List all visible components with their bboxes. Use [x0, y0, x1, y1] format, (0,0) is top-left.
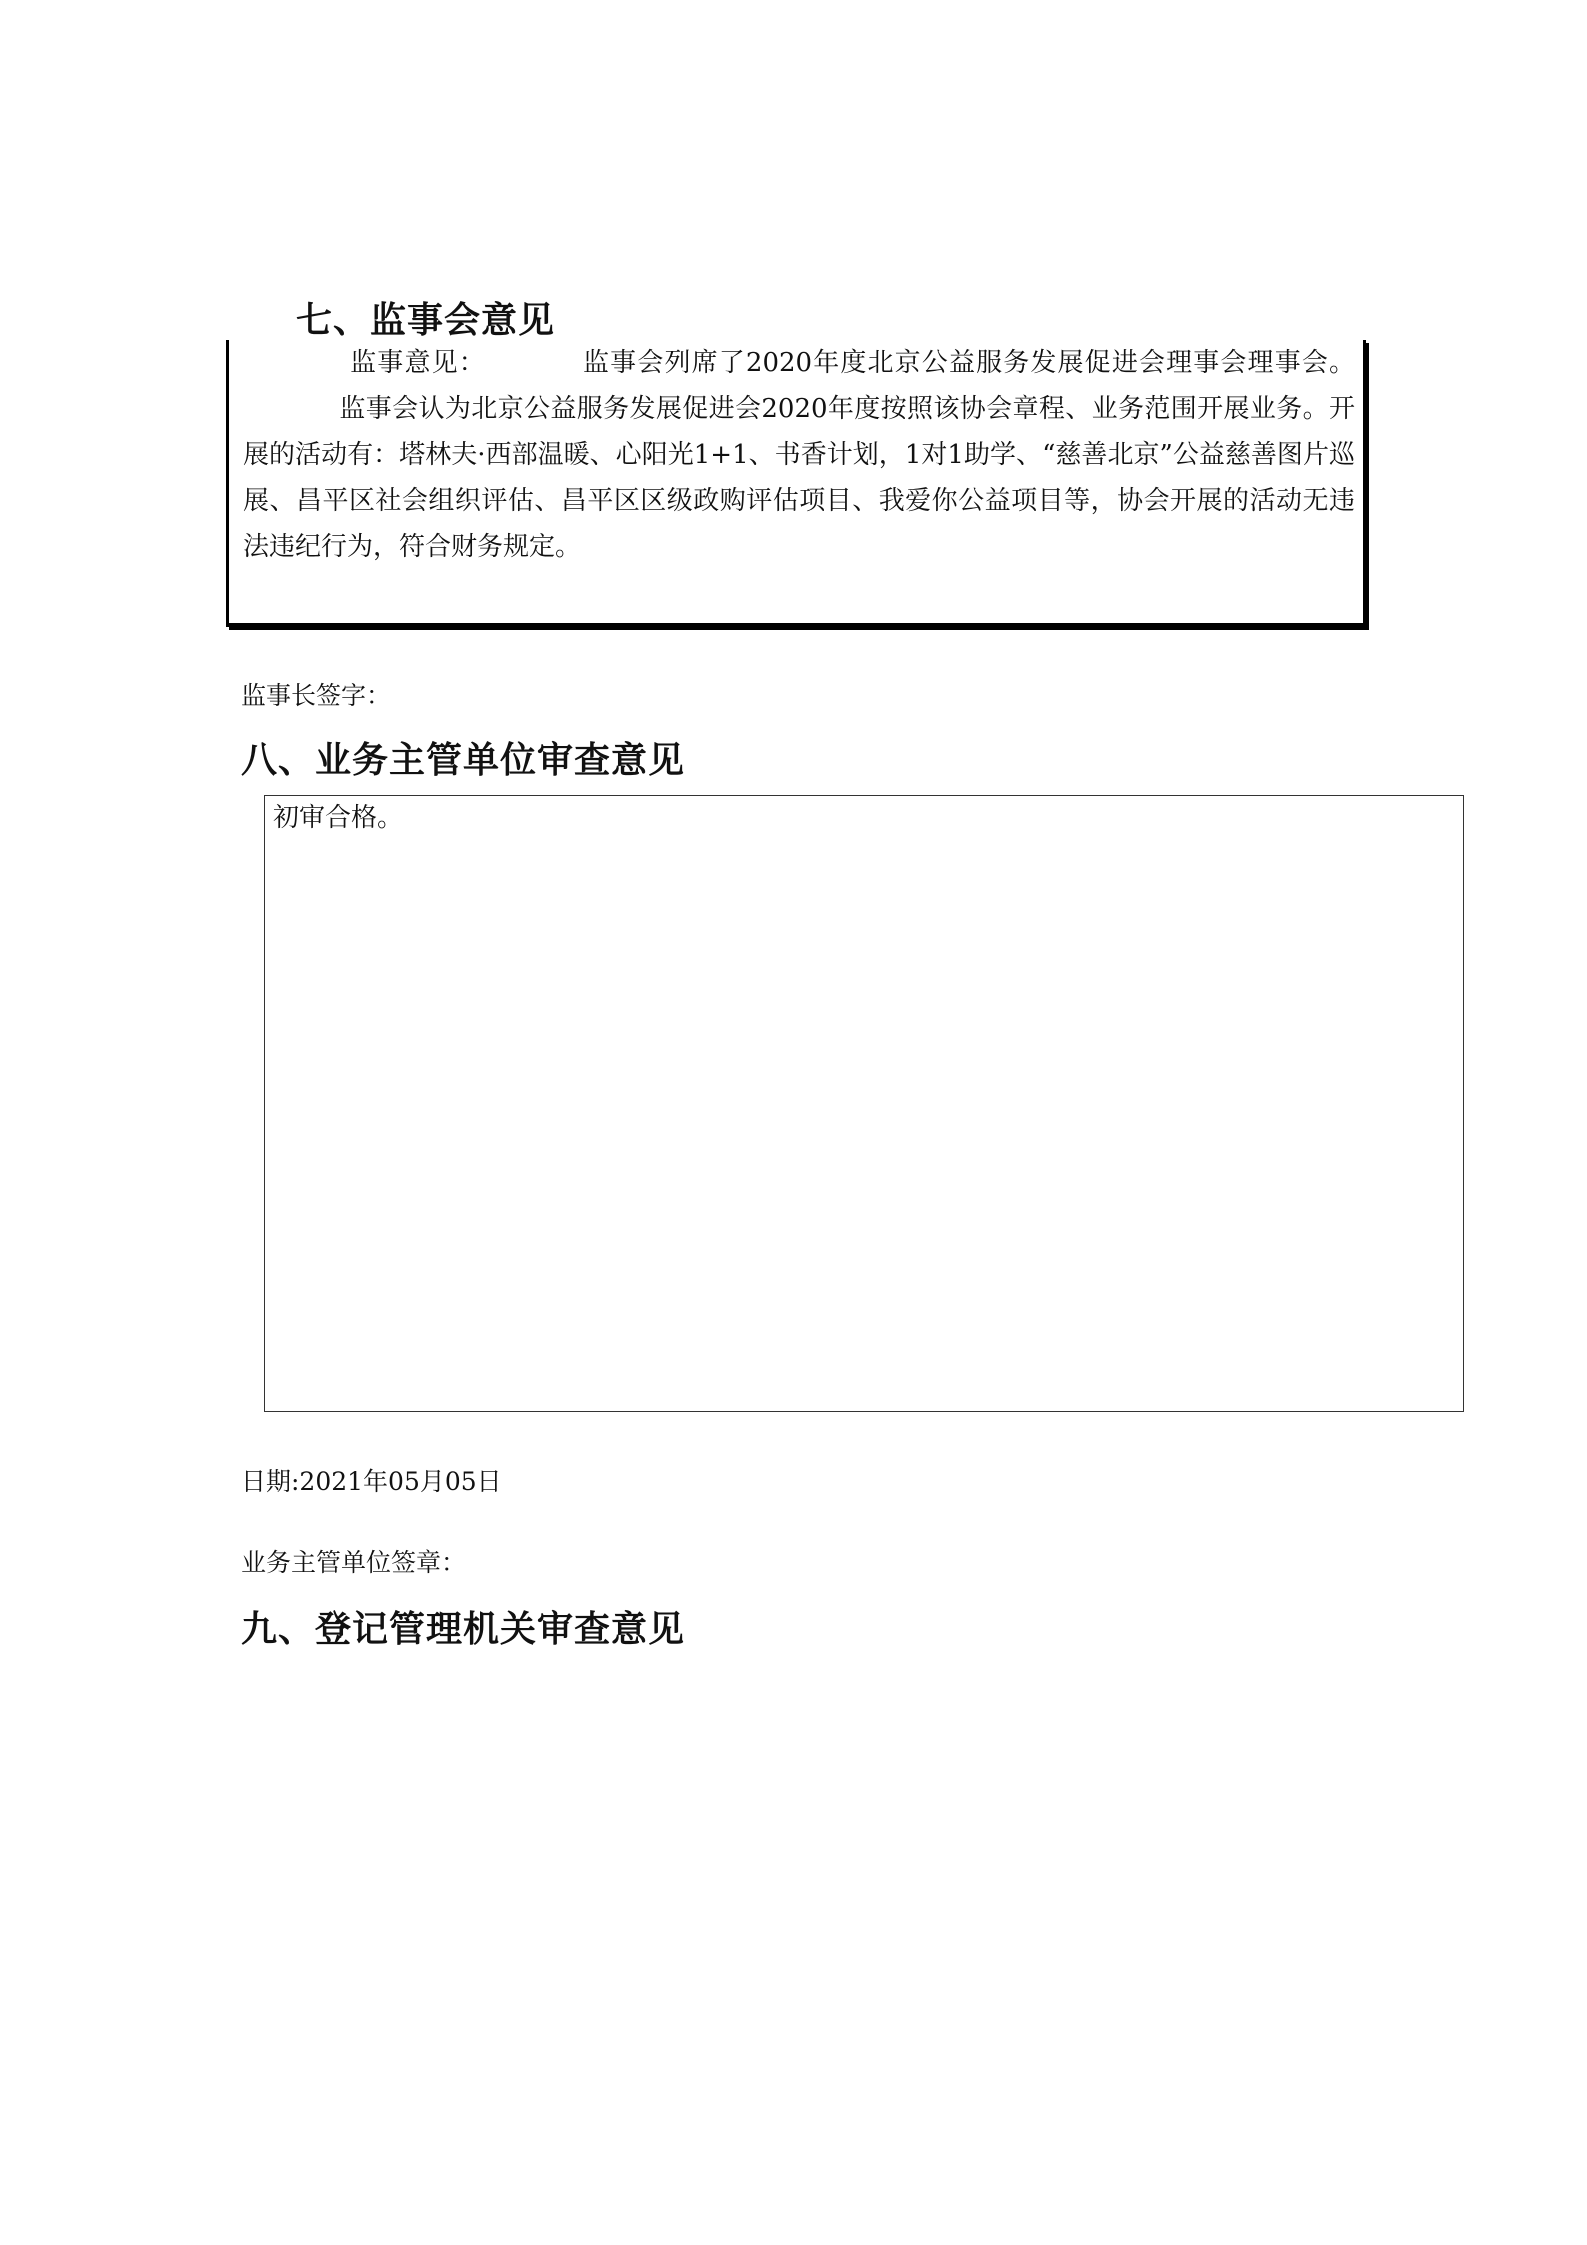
review-opinion-text: 初审合格。: [273, 803, 404, 833]
section8-title: 八、业务主管单位审查意见: [241, 739, 686, 781]
review-date: 日期:2021年05月05日: [241, 1467, 502, 1496]
opinion-line1: 监事会列席了2020年度北京公益服务发展促进会理事会理事会。: [581, 348, 1355, 378]
section9-title: 九、登记管理机关审查意见: [241, 1608, 686, 1650]
supervisor-opinion-text: [243, 340, 1355, 570]
supervisor-opinion-box: [226, 340, 1366, 627]
opinion-label: 监事意见：: [349, 348, 486, 378]
supervisor-signature-label: 监事长签字：: [241, 681, 392, 710]
review-opinion-box: [264, 795, 1464, 1412]
opinion-line2: 监事会认为北京公益服务发展促进会2020年度按照该协会章程、业务范围开展业务。开展的活动有：塔林夫·西部温暖、心阳光1+1、书香计划，1对1助学、“慈善北京”公益慈善图片巡展、昌平区社会组织评估、昌平区区级政购评估项目、我爱你公益项目等，协会开展的活动无违法违纪行为，符合财务规定。: [243, 394, 1355, 562]
seal-label: 业务主管单位签章：: [241, 1548, 467, 1577]
section7-title: 七、监事会意见: [296, 299, 556, 341]
